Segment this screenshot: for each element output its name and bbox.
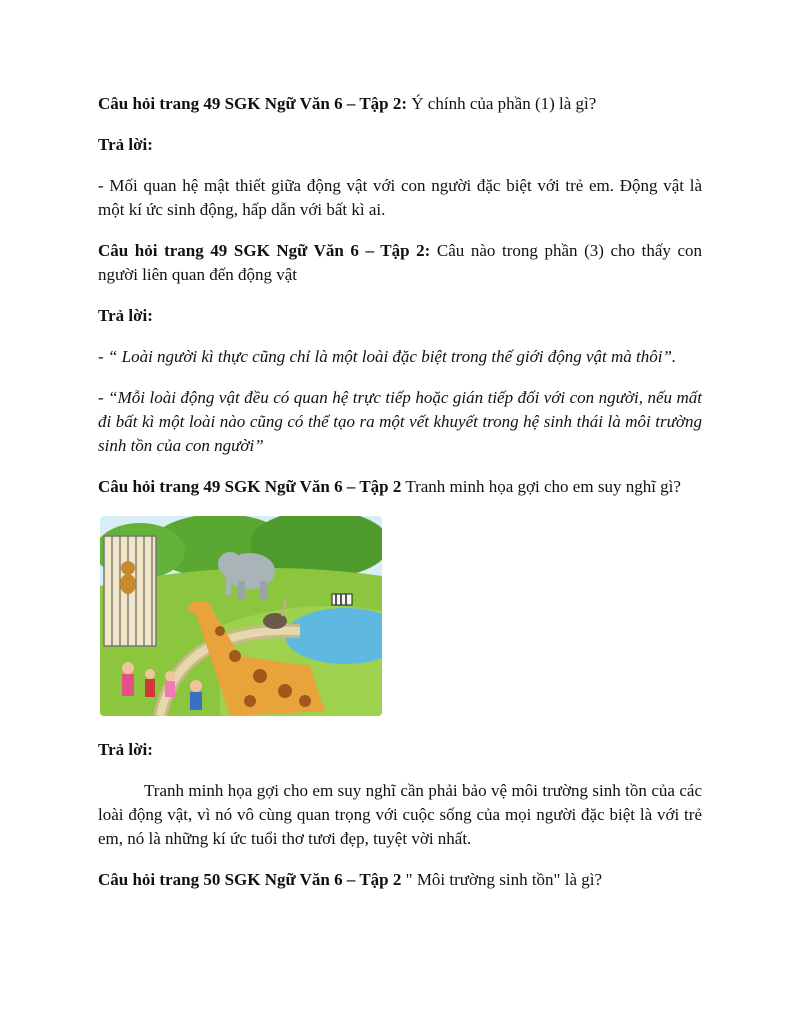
question-1-heading: Câu hỏi trang 49 SGK Ngữ Văn 6 – Tập 2:	[98, 94, 408, 113]
question-1	[98, 92, 702, 116]
answer-2-label: Trả lời:	[98, 306, 153, 325]
document-page	[98, 92, 702, 909]
question-3-text: Tranh minh họa gợi cho em suy nghĩ gì?	[401, 477, 681, 496]
question-2-heading: Câu hỏi trang 49 SGK Ngữ Văn 6 – Tập 2:	[98, 241, 431, 260]
question-4-text: " Môi trường sinh tồn" là gì?	[401, 870, 603, 889]
question-2	[98, 239, 702, 287]
answer-2-quote-1: - “ Loài người kì thực cũng chỉ là một loài đặc biệt trong thế giới động vật mà thôi”.	[98, 347, 677, 366]
question-3	[98, 475, 702, 499]
question-3-heading: Câu hỏi trang 49 SGK Ngữ Văn 6 – Tập 2	[98, 477, 402, 496]
zoo-illustration-icon	[100, 516, 382, 716]
question-2-text: Câu nào trong phần (3) cho thấy con người liên quan đến động vật	[98, 241, 702, 284]
question-4	[98, 868, 702, 892]
zoo-illustration	[100, 516, 382, 716]
answer-1-label: Trả lời:	[98, 135, 153, 154]
question-1-text: Ý chính của phần (1) là gì?	[407, 94, 597, 113]
answer-3-text: Tranh minh họa gợi cho em suy nghĩ cần phải bảo vệ môi trường sinh tồn của các loài động vật, vì nó vô cùng quan trọng với cuộc sống của mọi người đặc biệt là với trẻ em, nó là những kí ức tuổi thơ tươi đẹp, tuyệt vời nhất.	[98, 781, 702, 848]
answer-3-label: Trả lời:	[98, 740, 153, 759]
answer-1-text: - Mối quan hệ mật thiết giữa động vật với con người đặc biệt với trẻ em. Động vật là một kí ức sinh động, hấp dẫn với bất kì ai.	[98, 176, 702, 219]
question-4-heading: Câu hỏi trang 50 SGK Ngữ Văn 6 – Tập 2	[98, 870, 402, 889]
answer-2-quote-2: - “Mỗi loài động vật đều có quan hệ trực tiếp hoặc gián tiếp đối với con người, nếu mất đi bất kì một loài nào cũng có thể tạo ra một vết khuyết trong hệ sinh thái là môi trường sinh tồn của con người”	[98, 388, 702, 455]
